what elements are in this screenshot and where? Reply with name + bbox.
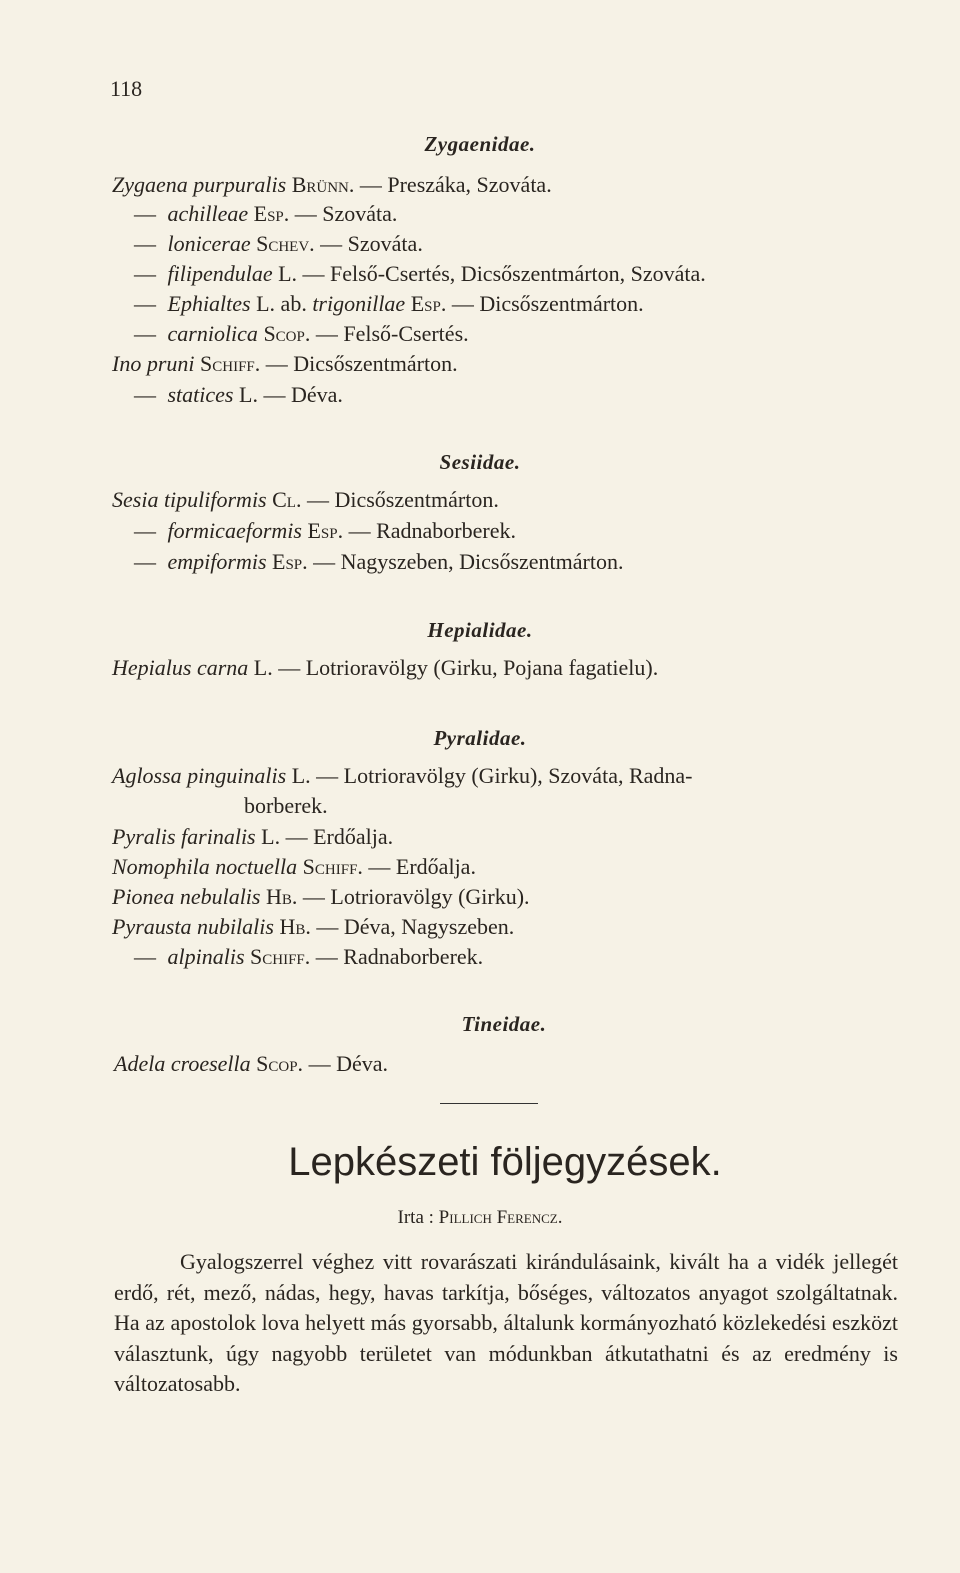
entry-row: Pyralis farinalis L. — Erdőalja. [112, 824, 394, 849]
species-name: filipendulae [167, 261, 273, 286]
localities: Lotrioravölgy (Girku), Szováta, Radna- [343, 763, 693, 788]
author: Hb. [265, 884, 298, 909]
species-name: Ephialtes [167, 291, 251, 316]
author: Esp. [253, 201, 290, 226]
entry-row: Sesia tipuliformis Cl. — Dicsőszentmárton. [112, 487, 499, 512]
entry-row: — lonicerae Schev. — Szováta. [134, 231, 423, 256]
author: Esp. [307, 518, 344, 543]
author: Cl. [272, 487, 302, 512]
byline-prefix: Irta : [397, 1207, 434, 1228]
localities: Radnaborberek. [376, 518, 516, 543]
species-name: Aglossa pinguinalis [112, 763, 287, 788]
entry-row: Zygaena purpuralis Brünn. — Preszáka, Szováta. [112, 172, 552, 197]
localities: Szováta. [347, 231, 423, 256]
localities: Déva. [336, 1051, 388, 1076]
author: Schiff. [302, 854, 363, 879]
species-name: achilleae [167, 201, 249, 226]
species-name: statices [167, 382, 234, 407]
localities: Dicsőszentmárton. [479, 291, 644, 316]
author: Schiff. [200, 351, 261, 376]
page-number: 118 [110, 76, 143, 101]
localities: Dicsőszentmárton. [293, 351, 458, 376]
species-name: Ino pruni [112, 351, 195, 376]
author: L. ab. [256, 291, 307, 316]
author: Scop. [263, 321, 311, 346]
species-name: Zygaena purpuralis [112, 172, 287, 197]
entry-row: Pionea nebulalis Hb. — Lotrioravölgy (Girku). [112, 884, 530, 909]
entry-row: — carniolica Scop. — Felső-Csertés. [134, 321, 469, 346]
entry-row: — filipendulae L. — Felső-Csertés, Dicsőszentmárton, Szováta. [134, 261, 706, 286]
species-name: Hepialus carna [112, 655, 249, 680]
family-heading-pyralidae: Pyralidae. [433, 726, 527, 750]
entry-row: — formicaeformis Esp. — Radnaborberek. [134, 518, 516, 543]
entry-row: — achilleae Esp. — Szováta. [134, 201, 398, 226]
species-name: Sesia tipuliformis [112, 487, 267, 512]
author: L. [291, 763, 311, 788]
entry-row: Ino pruni Schiff. — Dicsőszentmárton. [112, 351, 458, 376]
family-heading-sesiidae: Sesiidae. [439, 450, 521, 474]
author: L. [253, 655, 273, 680]
entry-row: — statices L. — Déva. [134, 382, 343, 407]
localities: Lotrioravölgy (Girku, Pojana fagatielu). [305, 655, 659, 680]
species-name: Adela croesella [114, 1051, 251, 1076]
species-name: Nomophila noctuella [112, 854, 298, 879]
family-heading-hepialidae: Hepialidae. [427, 618, 533, 642]
variety-author: Esp. [410, 291, 447, 316]
author: Scop. [256, 1051, 304, 1076]
article-author: Pillich Ferencz. [438, 1207, 563, 1228]
author: Hb. [279, 914, 311, 939]
localities: Preszáka, Szováta. [387, 172, 552, 197]
entry-row: Adela croesella Scop. — Déva. [114, 1051, 388, 1076]
family-heading-zygaenidae: Zygaenidae. [424, 132, 536, 156]
localities: Szováta. [322, 201, 398, 226]
localities: Felső-Csertés. [343, 321, 469, 346]
author: Schiff. [250, 944, 311, 969]
species-name: formicaeformis [167, 518, 302, 543]
entry-row: — alpinalis Schiff. — Radnaborberek. [134, 944, 484, 969]
article-body [114, 1247, 898, 1400]
species-name: alpinalis [167, 944, 245, 969]
author: Esp. [272, 549, 308, 574]
species-name: carniolica [167, 321, 258, 346]
localities: Dicsőszentmárton. [334, 487, 499, 512]
entry-row: Nomophila noctuella Schiff. — Erdőalja. [112, 854, 476, 879]
localities: Déva. [290, 382, 343, 407]
variety-name: trigonillae [312, 291, 406, 316]
article-title: Lepkészeti följegyzések. [288, 1140, 722, 1184]
species-name: lonicerae [167, 231, 251, 256]
author: Schev. [256, 231, 315, 256]
localities: Lotrioravölgy (Girku). [330, 884, 530, 909]
localities: Felső-Csertés, Dicsőszentmárton, Szováta. [330, 261, 706, 286]
species-name: Pionea nebulalis [112, 884, 261, 909]
section-divider [440, 1103, 538, 1104]
entry-row: Pyrausta nubilalis Hb. — Déva, Nagyszeben. [112, 914, 515, 939]
localities: Déva, Nagyszeben. [343, 914, 515, 939]
article-paragraph: Gyalogszerrel véghez vitt rovarászati kirándulásaink, kivált ha a vidék jellegét erdő, rét, mező, nádas, hegy, havas tarkítja, bőséges, változatos anyagot szolgáltatnak. Ha az apostolok lova helyett más gyorsabb, általunk kormányozható közlekedési eszközt választunk, úgy nagyobb területet van módunkban átkutathatni és az eredmény is változatosabb. [114, 1249, 898, 1396]
entry-row: Hepialus carna L. — Lotrioravölgy (Girku, Pojana fagatielu). [112, 655, 659, 680]
entry-row: — empiformis Esp. — Nagyszeben, Dicsőszentmárton. [134, 549, 624, 574]
species-name: Pyralis farinalis [112, 824, 256, 849]
author: L. [239, 382, 258, 407]
family-heading-tineidae: Tineidae. [461, 1012, 547, 1036]
localities: Radnaborberek. [343, 944, 484, 969]
author: L. [261, 824, 281, 849]
localities: Erdőalja. [395, 854, 476, 879]
species-name: empiformis [167, 549, 267, 574]
author: L. [278, 261, 298, 286]
author: Brünn. [291, 172, 355, 197]
localities: Erdőalja. [313, 824, 394, 849]
entry-continuation: borberek. [244, 793, 328, 818]
entry-row: Aglossa pinguinalis L. — Lotrioravölgy (Girku), Szováta, Radna- [112, 763, 693, 788]
article-byline [0, 1207, 960, 1229]
localities: Nagyszeben, Dicsőszentmárton. [340, 549, 624, 574]
entry-row: — Ephialtes L. ab. trigonillae Esp. — Dicsőszentmárton. [134, 291, 644, 316]
species-name: Pyrausta nubilalis [112, 914, 274, 939]
